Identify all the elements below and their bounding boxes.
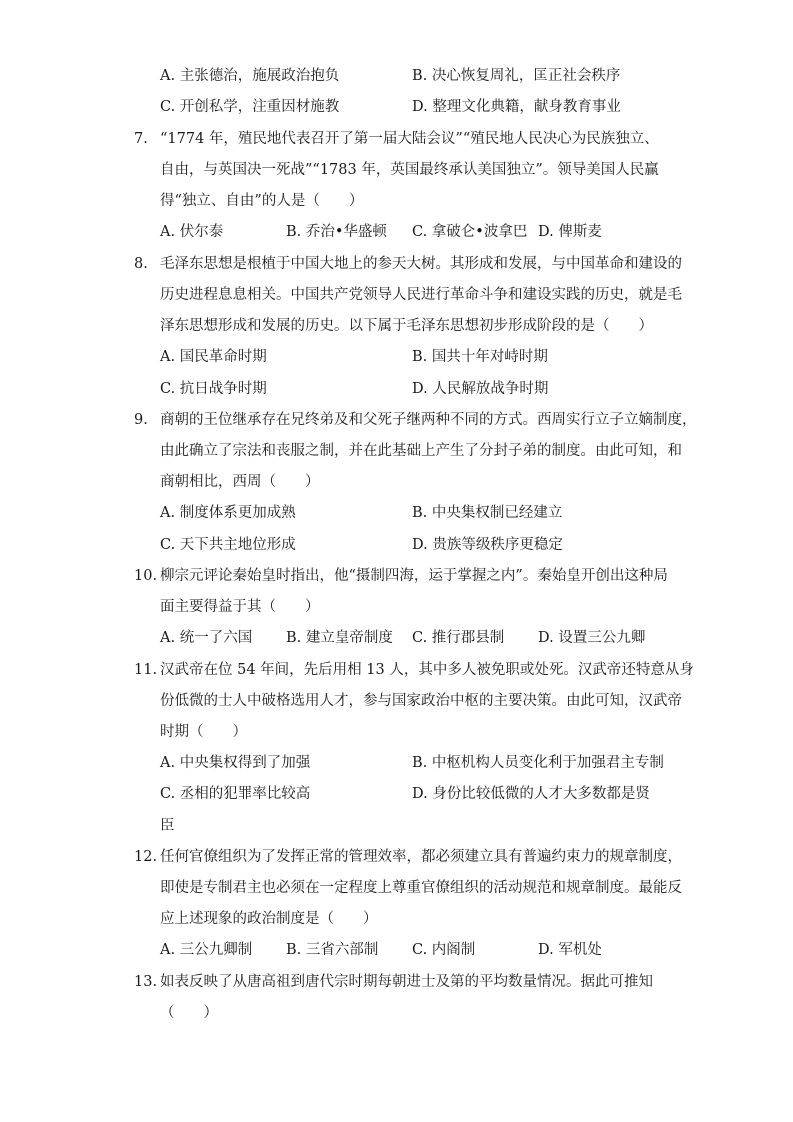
q8-stem-line: 毛泽东思想是根植于中国大地上的参天大树。其形成和发展，与中国革命和建设的 — [160, 256, 682, 272]
q10-option-b: B. 建立皇帝制度 — [286, 630, 393, 646]
q9-option-c: C. 天下共主地位形成 — [160, 537, 296, 553]
q13-number: 13. — [134, 974, 158, 990]
q7-option-b: B. 乔治•华盛顿 — [286, 224, 387, 240]
q12-stem-line: 即使是专制君主也必须在一定程度上尊重官僚组织的活动规范和规章制度。最能反 — [160, 880, 682, 896]
q10-stem-line: 面主要得益于其（ ） — [160, 599, 320, 615]
q9-option-d: D. 贵族等级秩序更稳定 — [412, 537, 563, 553]
q8-option-a: A. 国民革命时期 — [160, 349, 267, 365]
q9-stem-line: 商朝的王位继承存在兄终弟及和父死子继两种不同的方式。西周实行立子立嫡制度， — [160, 412, 697, 428]
q7-number: 7. — [134, 131, 148, 147]
q9-number: 9. — [134, 412, 148, 428]
q13-stem-line: （ ） — [160, 1005, 218, 1021]
q11-option-c: C. 丞相的犯罪率比较高 — [160, 786, 311, 802]
q11-stem-line: 时期（ ） — [160, 724, 247, 740]
q12-option-b: B. 三省六部制 — [286, 942, 379, 958]
q9-stem-line: 商朝相比，西周（ ） — [160, 474, 320, 490]
q7-option-c: C. 拿破仑•波拿巴 — [412, 224, 528, 240]
q11-stem-line: 汉武帝在位 54 年间，先后用相 13 人，其中多人被免职或处死。汉武帝还特意从身 — [160, 662, 694, 678]
q7-stem-line: “1774 年，殖民地代表召开了第一届大陆会议”“殖民地人民决心为民族独立、 — [160, 131, 659, 147]
q13-stem-line: 如表反映了从唐高祖到唐代宗时期每朝进士及第的平均数量情况。据此可推知 — [160, 974, 653, 990]
q8-stem-line: 泽东思想形成和发展的历史。以下属于毛泽东思想初步形成阶段的是（ ） — [160, 318, 653, 334]
q11-stem-line: 份低微的士人中破格选用人才，参与国家政治中枢的主要决策。由此可知，汉武帝 — [160, 693, 682, 709]
q11-number: 11. — [134, 662, 158, 678]
q6-option-d: D. 整理文化典籍，献身教育事业 — [412, 99, 621, 115]
q10-number: 10. — [134, 568, 158, 584]
q8-number: 8. — [134, 256, 148, 272]
q10-stem-line: 柳宗元评论秦始皇时指出，他“摄制四海，运于掌握之内”。秦始皇开创出这种局 — [160, 568, 668, 584]
q10-option-a: A. 统一了六国 — [160, 630, 253, 646]
q7-stem-line: 自由，与英国决一死战”“1783 年，英国最终承认美国独立”。领导美国人民赢 — [160, 162, 659, 178]
q10-option-c: C. 推行郡县制 — [412, 630, 505, 646]
q7-option-d: D. 俾斯麦 — [538, 224, 602, 240]
q9-option-b: B. 中央集权制已经建立 — [412, 505, 563, 521]
q8-option-b: B. 国共十年对峙时期 — [412, 349, 548, 365]
q10-option-d: D. 设置三公九卿 — [538, 630, 646, 646]
q6-option-c: C. 开创私学，注重因材施教 — [160, 99, 340, 115]
q8-stem-line: 历史进程息息相关。中国共产党领导人民进行革命斗争和建设实践的历史，就是毛 — [160, 287, 682, 303]
q11-option-a: A. 中央集权得到了加强 — [160, 755, 311, 771]
q6-option-a: A. 主张德治，施展政治抱负 — [160, 68, 340, 84]
q11-option-b: B. 中枢机构人员变化利于加强君主专制 — [412, 755, 664, 771]
q8-option-c: C. 抗日战争时期 — [160, 381, 267, 397]
q11-option-d-continuation: 臣 — [160, 818, 175, 834]
q12-stem-line: 应上述现象的政治制度是（ ） — [160, 911, 378, 927]
q8-option-d: D. 人民解放战争时期 — [412, 381, 549, 397]
q6-option-b: B. 决心恢复周礼，匡正社会秩序 — [412, 68, 621, 84]
q7-option-a: A. 伏尔泰 — [160, 224, 224, 240]
q12-number: 12. — [134, 849, 158, 865]
q9-stem-line: 由此确立了宗法和丧服之制，并在此基础上产生了分封子弟的制度。由此可知，和 — [160, 443, 682, 459]
q12-option-c: C. 内阁制 — [412, 942, 476, 958]
q12-option-d: D. 军机处 — [538, 942, 602, 958]
q11-option-d: D. 身份比较低微的人才大多数都是贤 — [412, 786, 650, 802]
q12-stem-line: 任何官僚组织为了发挥正常的管理效率，都必须建立具有普遍约束力的规章制度， — [160, 849, 682, 865]
q7-stem-line: 得“独立、自由”的人是（ ） — [160, 193, 364, 209]
q9-option-a: A. 制度体系更加成熟 — [160, 505, 296, 521]
q12-option-a: A. 三公九卿制 — [160, 942, 253, 958]
